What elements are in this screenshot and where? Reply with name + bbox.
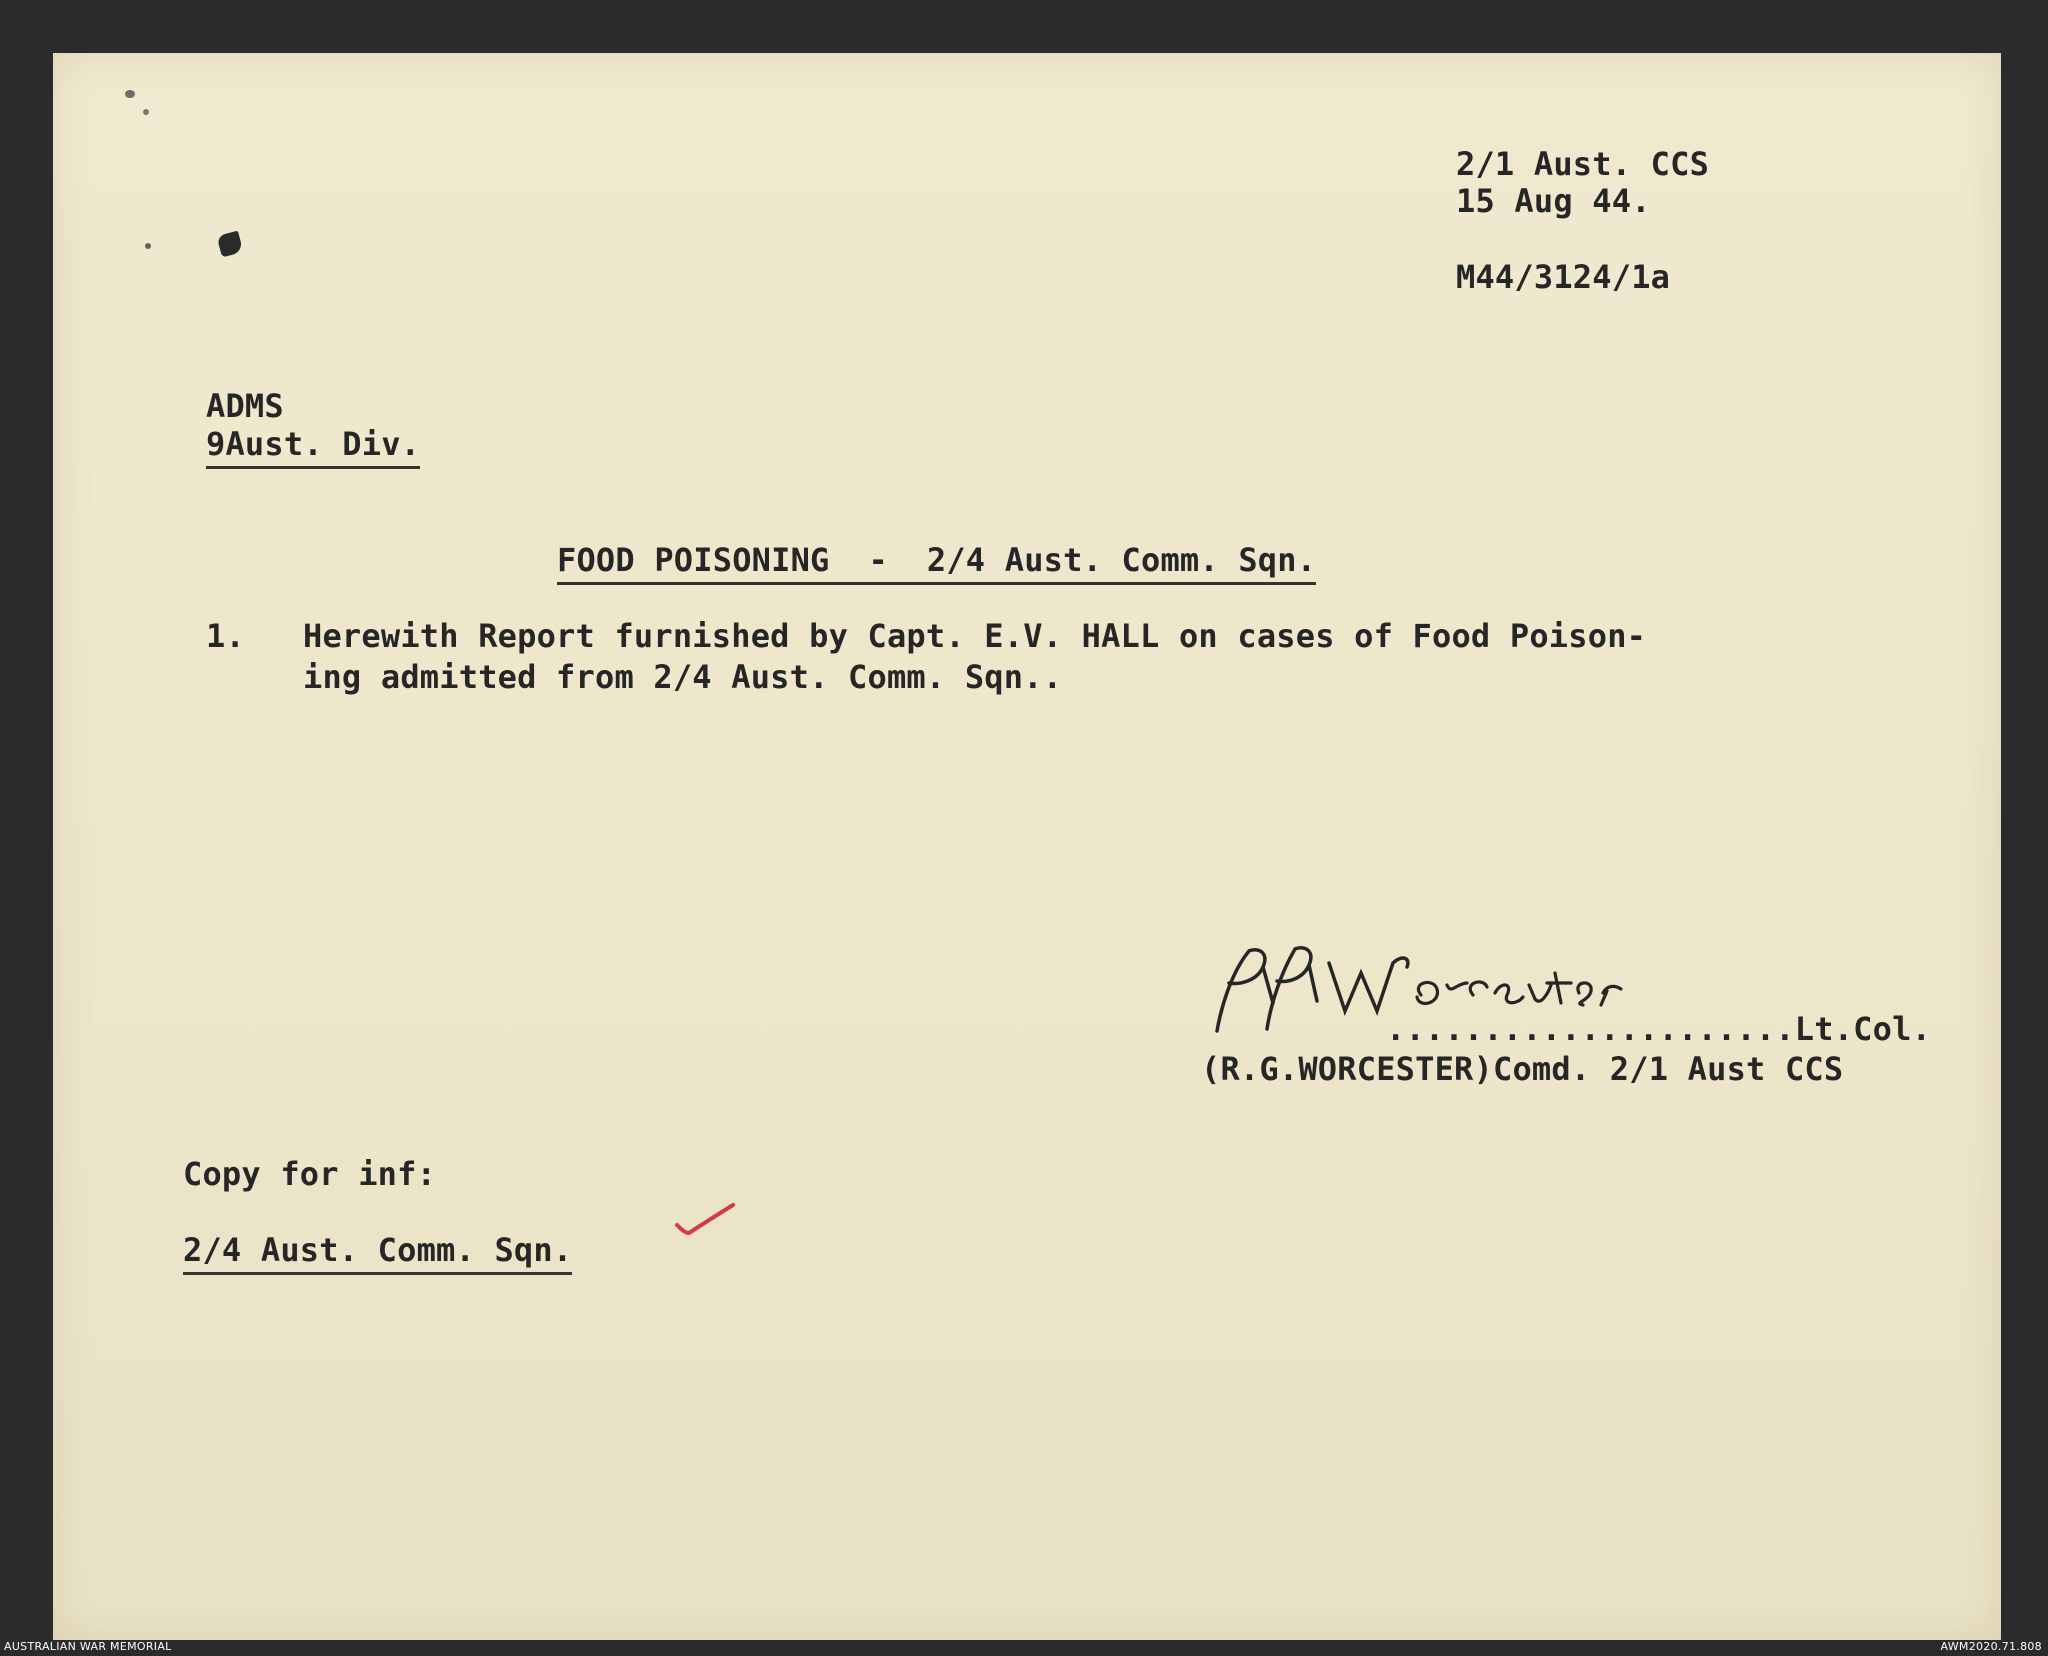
paragraph-number: 1. (206, 617, 245, 655)
subject-heading (557, 539, 1316, 585)
archive-accession: AWM2020.71.808 (1940, 1640, 2042, 1653)
paragraph-line2: ing admitted from 2/4 Aust. Comm. Sqn.. (303, 658, 1063, 696)
subject-dash: - (868, 541, 888, 579)
paragraph-line1: Herewith Report furnished by Capt. E.V. HALL on cases of Food Poison- (303, 617, 1647, 655)
punch-hole-mark (125, 90, 135, 98)
punch-hole-mark (145, 243, 151, 249)
letter-date: 15 Aug 44. (1456, 182, 1651, 220)
subject-unit: 2/4 Aust. Comm. Sqn. (926, 541, 1317, 579)
copy-recipient: 2/4 Aust. Comm. Sqn. (183, 1229, 572, 1275)
punch-hole-mark (217, 231, 244, 258)
reference-number: M44/3124/1a (1456, 258, 1671, 296)
punch-hole-mark (143, 109, 149, 115)
archive-institution: AUSTRALIAN WAR MEMORIAL (4, 1640, 172, 1653)
document-page (53, 53, 2001, 1640)
addressee-line1: ADMS (206, 387, 284, 425)
subject-title: FOOD POISONING (557, 541, 830, 579)
red-tick-mark (671, 1195, 741, 1245)
signature-name-line: (R.G.WORCESTER)Comd. 2/1 Aust CCS (1201, 1050, 1844, 1088)
addressee-line2: 9Aust. Div. (206, 423, 420, 469)
copy-label: Copy for inf: (183, 1155, 437, 1193)
signature-dots-rank: .....................Lt.Col. (1386, 1010, 1932, 1048)
sender-unit: 2/1 Aust. CCS (1456, 145, 1710, 183)
